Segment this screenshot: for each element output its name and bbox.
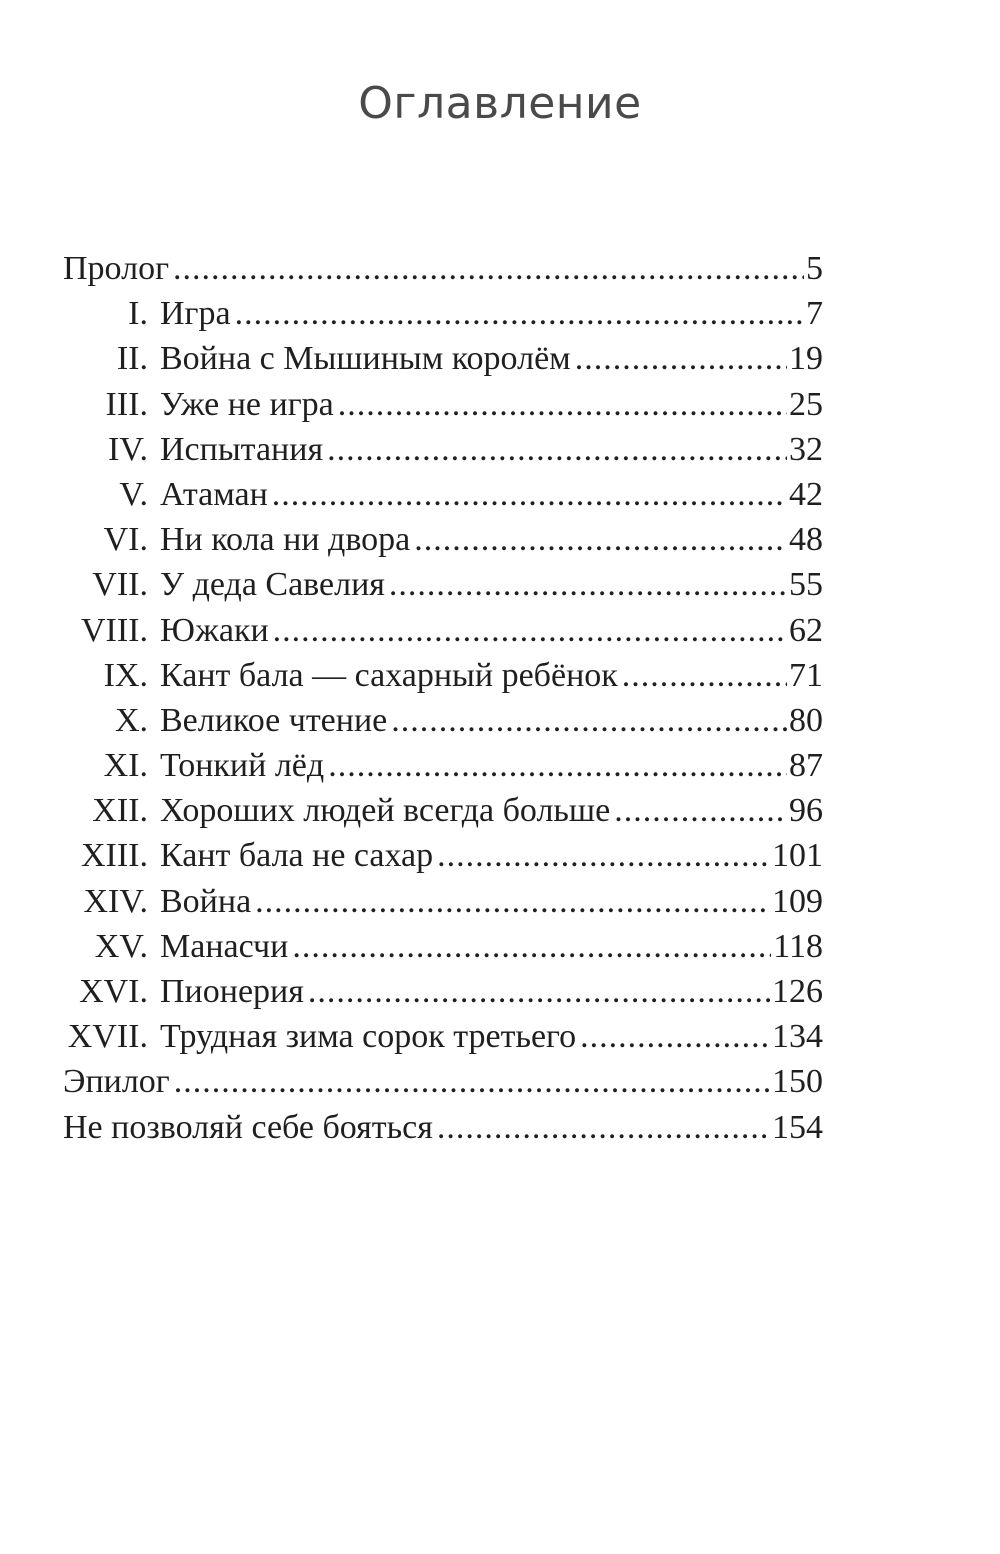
- toc-dot-leader: [308, 969, 770, 1014]
- toc-entry-number: XIV.: [83, 882, 148, 920]
- toc-entry-title: Кант бала не сахар: [160, 837, 434, 875]
- toc-entry: [63, 1105, 823, 1150]
- toc-entry-number: VII.: [92, 566, 148, 604]
- toc-entry: [63, 698, 823, 743]
- toc-dot-leader: [235, 291, 804, 336]
- toc-entry-page: 48: [789, 521, 823, 559]
- toc-entry-title: Пролог: [63, 250, 170, 287]
- toc-dot-leader: [255, 879, 770, 924]
- toc-entry-title: Пионерия: [160, 973, 304, 1010]
- toc-dot-leader: [391, 698, 787, 743]
- toc-heading: Оглавление: [358, 78, 642, 129]
- toc-entry: [63, 1059, 823, 1104]
- toc-entry: [63, 653, 823, 698]
- toc-dot-leader: [292, 924, 771, 969]
- toc-dot-leader: [389, 562, 787, 607]
- toc-entry: [63, 427, 823, 472]
- toc-entry-page: 71: [789, 656, 823, 694]
- toc-entry-title: Атаман: [160, 475, 268, 513]
- toc-entry-page: 150: [772, 1063, 823, 1101]
- toc-entry-title: Игра: [160, 295, 231, 333]
- toc-entry-page: 96: [789, 792, 823, 830]
- toc-entry: [63, 562, 823, 607]
- toc-entry-number: VI.: [103, 521, 148, 559]
- toc-entry-page: 126: [772, 973, 823, 1010]
- toc-entry: [63, 788, 823, 833]
- toc-entry: [63, 608, 823, 653]
- toc-entry-title: Великое чтение: [160, 701, 388, 739]
- toc-dot-leader: [414, 517, 787, 562]
- toc-entry: [63, 743, 823, 788]
- toc-entry-title: Испытания: [160, 430, 324, 468]
- toc-entry-number: XV.: [94, 927, 148, 965]
- toc-entry-page: 5: [806, 250, 823, 287]
- toc-entry-number: X.: [114, 701, 148, 739]
- toc-dot-leader: [575, 336, 787, 381]
- toc-entry-title: Война: [160, 882, 252, 920]
- toc-entry-number: XI.: [103, 747, 148, 785]
- toc-entry-number: XII.: [92, 792, 148, 830]
- toc-entry-page: 55: [789, 566, 823, 604]
- toc-dot-leader: [437, 1105, 770, 1150]
- toc-entry-title: Кант бала — сахарный ребёнок: [160, 656, 618, 694]
- toc-entry-number: VIII.: [80, 611, 148, 649]
- toc-dot-leader: [327, 427, 787, 472]
- toc-entry-number: I.: [128, 295, 148, 333]
- toc-entry-title: Эпилог: [63, 1063, 170, 1101]
- toc-entry: [63, 1014, 823, 1059]
- toc-entry: [63, 291, 823, 336]
- toc-entry-number: V.: [119, 475, 148, 513]
- toc-entry-title: У деда Савелия: [160, 566, 385, 604]
- toc-entry-number: XIII.: [80, 837, 148, 875]
- toc-entry-title: Хороших людей всегда больше: [160, 792, 611, 830]
- toc-dot-leader: [614, 788, 787, 833]
- toc-dot-leader: [173, 246, 804, 291]
- toc-entry-number: XVI.: [79, 973, 148, 1010]
- toc-entry-number: II.: [116, 340, 148, 378]
- toc-entry-page: 25: [789, 385, 823, 423]
- toc-dot-leader: [273, 608, 787, 653]
- toc-entry: [63, 924, 823, 969]
- toc-entry-page: 19: [789, 340, 823, 378]
- toc-entry: [63, 246, 823, 291]
- toc-dot-leader: [580, 1014, 770, 1059]
- toc-entry-page: 101: [772, 837, 823, 875]
- toc-entry-page: 42: [789, 475, 823, 513]
- toc-entry-title: Уже не игра: [160, 385, 334, 423]
- toc-dot-leader: [338, 382, 787, 427]
- toc-entry-page: 32: [789, 430, 823, 468]
- toc-entry-title: Трудная зима сорок третьего: [160, 1018, 577, 1056]
- toc-list: [63, 246, 823, 1150]
- toc-entry-page: 87: [789, 747, 823, 785]
- toc-dot-leader: [437, 833, 770, 878]
- toc-entry-page: 80: [789, 701, 823, 739]
- toc-entry: [63, 382, 823, 427]
- toc-entry-title: Тонкий лёд: [160, 747, 325, 785]
- toc-entry-title: Ни кола ни двора: [160, 521, 411, 559]
- toc-dot-leader: [328, 743, 787, 788]
- toc-entry-page: 109: [772, 882, 823, 920]
- toc-entry-page: 118: [773, 927, 823, 965]
- toc-entry-number: III.: [105, 385, 148, 423]
- toc-entry: [63, 472, 823, 517]
- toc-entry-number: XVII.: [67, 1018, 148, 1056]
- toc-entry-number: IX.: [103, 656, 148, 694]
- toc-entry-title: Южаки: [160, 611, 269, 649]
- toc-entry-title: Манасчи: [160, 927, 289, 965]
- toc-entry-title: Война с Мышиным королём: [160, 340, 571, 378]
- toc-dot-leader: [622, 653, 787, 698]
- toc-entry: [63, 517, 823, 562]
- toc-entry-page: 134: [772, 1018, 823, 1056]
- toc-entry-page: 62: [789, 611, 823, 649]
- toc-entry-page: 154: [772, 1108, 823, 1146]
- toc-entry: [63, 336, 823, 381]
- toc-entry: [63, 879, 823, 924]
- toc-entry-page: 7: [806, 295, 823, 333]
- toc-dot-leader: [174, 1059, 770, 1104]
- toc-entry-title: Не позволяй себе бояться: [63, 1108, 433, 1146]
- toc-entry: [63, 833, 823, 878]
- toc-dot-leader: [272, 472, 787, 517]
- toc-entry: [63, 969, 823, 1014]
- toc-entry-number: IV.: [108, 430, 148, 468]
